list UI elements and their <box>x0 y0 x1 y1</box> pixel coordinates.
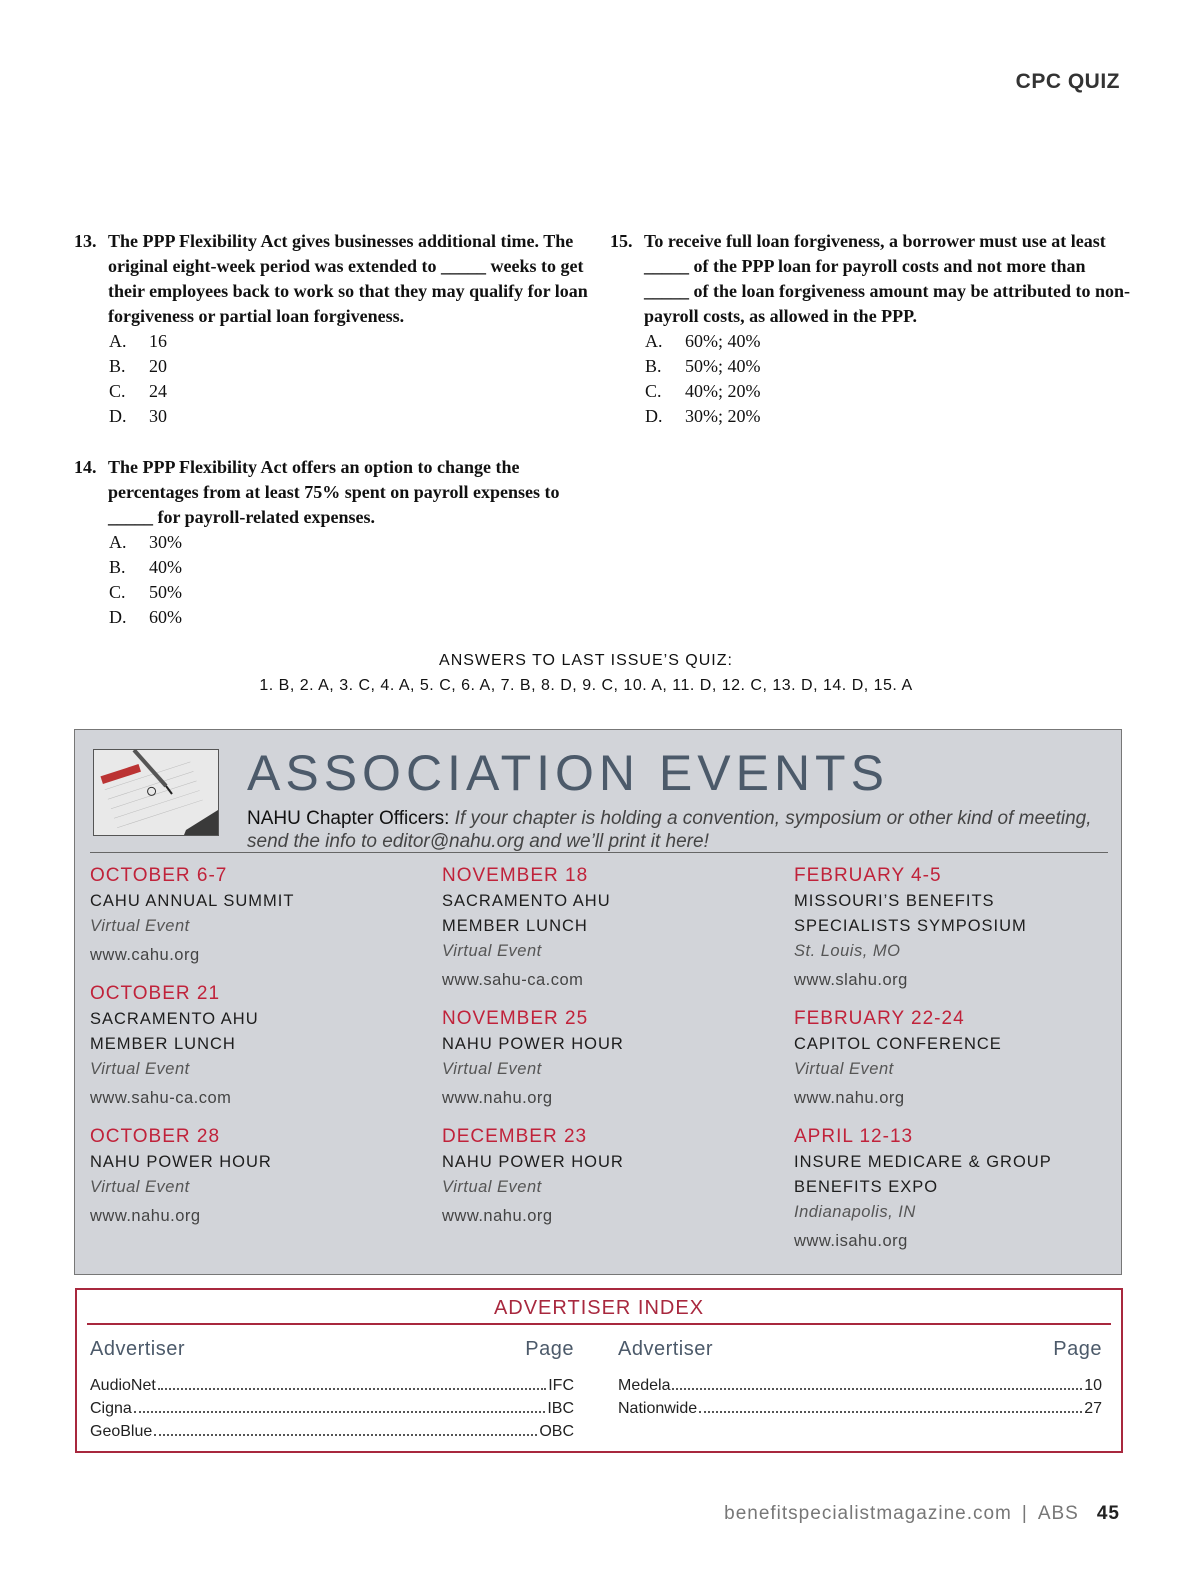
option-text: 50%; 40% <box>685 356 761 376</box>
page-number: 45 <box>1096 1503 1120 1524</box>
event-link[interactable]: www.nahu.org <box>442 1089 553 1107</box>
advertiser-page: OBC <box>539 1423 574 1440</box>
events-intro-body: If your chapter is holding a convention, symposium or other kind of meeting, send the info to editor@nahu.org and we’ll print it here! <box>247 808 1092 852</box>
event-date: NOVEMBER 18 <box>442 865 589 886</box>
event-name: NAHU POWER HOUR <box>90 1153 272 1171</box>
advertiser-name: Cigna <box>90 1400 132 1417</box>
advertiser-name: AudioNet <box>90 1377 156 1394</box>
page-header: Page <box>1053 1338 1102 1360</box>
calendar-icon <box>94 750 218 835</box>
quiz-left-column <box>74 229 594 656</box>
question-row <box>610 229 1130 329</box>
advertiser-page: IBC <box>547 1400 574 1417</box>
event-date: OCTOBER 28 <box>90 1126 221 1147</box>
advertiser-row <box>90 1420 574 1443</box>
option-text: 16 <box>149 331 167 351</box>
event-location: Virtual Event <box>794 1060 894 1078</box>
advertiser-row <box>618 1397 1102 1420</box>
events-column-3 <box>794 863 1114 1267</box>
event-location: Virtual Event <box>442 1060 542 1078</box>
answer-option <box>109 580 594 605</box>
event-name: SACRAMENTO AHU MEMBER LUNCH <box>442 892 611 935</box>
advertiser-name: GeoBlue <box>90 1423 153 1440</box>
option-text: 40% <box>149 557 182 577</box>
event-link[interactable]: www.cahu.org <box>90 946 200 964</box>
advertiser-index-divider <box>87 1323 1111 1325</box>
question-text: The PPP Flexibility Act offers an option to change the percentages from at least 75% spent on payroll expenses to _____ for payroll-related expenses. <box>108 457 560 527</box>
event-link[interactable]: www.isahu.org <box>794 1232 908 1250</box>
event-name: MISSOURI’S BENEFITS SPECIALISTS SYMPOSIUM <box>794 892 1027 935</box>
option-text: 30% <box>149 532 182 552</box>
option-letter: A. <box>109 331 127 351</box>
option-letter: C. <box>109 582 126 602</box>
page-footer <box>724 1503 1120 1525</box>
quiz-right-column <box>610 229 1130 455</box>
option-text: 30 <box>149 406 167 426</box>
answer-option <box>645 379 1130 404</box>
event-link[interactable]: www.nahu.org <box>90 1207 201 1225</box>
event-location: Virtual Event <box>442 942 542 960</box>
answer-option <box>109 555 594 580</box>
dot-leader <box>699 1411 1082 1413</box>
option-letter: D. <box>645 406 663 426</box>
option-text: 60%; 40% <box>685 331 761 351</box>
event-date: APRIL 12-13 <box>794 1126 914 1147</box>
question-number: 14. <box>74 457 97 477</box>
advertiser-name: Medela <box>618 1377 671 1394</box>
option-letter: D. <box>109 406 127 426</box>
question-number: 15. <box>610 231 633 251</box>
events-divider <box>90 852 1108 853</box>
option-text: 24 <box>149 381 167 401</box>
event-link[interactable]: www.nahu.org <box>794 1089 905 1107</box>
option-letter: A. <box>645 331 663 351</box>
event-location: St. Louis, MO <box>794 942 901 960</box>
event-item <box>90 1124 410 1229</box>
event-item <box>794 1124 1114 1254</box>
answer-option <box>109 605 594 630</box>
event-date: NOVEMBER 25 <box>442 1008 589 1029</box>
page-header: Page <box>525 1338 574 1360</box>
event-location: Virtual Event <box>90 917 190 935</box>
question-text: The PPP Flexibility Act gives businesses additional time. The original eight-week period was extended to _____ weeks to get their employees back to work so that they may qualify for loan forgiveness or partial loan forgiveness. <box>108 231 588 326</box>
dot-leader <box>158 1388 546 1390</box>
answer-option <box>109 404 594 429</box>
answer-options <box>645 329 1130 429</box>
quiz-question <box>74 455 594 630</box>
event-date: FEBRUARY 4-5 <box>794 865 942 886</box>
events-intro <box>247 807 1097 853</box>
event-location: Virtual Event <box>442 1178 542 1196</box>
option-text: 50% <box>149 582 182 602</box>
advertiser-page: IFC <box>548 1377 574 1394</box>
event-date: DECEMBER 23 <box>442 1126 588 1147</box>
advertiser-header-row <box>618 1338 1102 1361</box>
dot-leader <box>154 1434 537 1436</box>
advertiser-index <box>75 1288 1123 1453</box>
event-location: Indianapolis, IN <box>794 1203 916 1221</box>
advertiser-page: 27 <box>1084 1400 1102 1417</box>
event-link[interactable]: www.slahu.org <box>794 971 908 989</box>
option-text: 40%; 20% <box>685 381 761 401</box>
question-number: 13. <box>74 231 97 251</box>
event-date: OCTOBER 21 <box>90 983 221 1004</box>
event-name: NAHU POWER HOUR <box>442 1153 624 1171</box>
answers-title: ANSWERS TO LAST ISSUE’S QUIZ: <box>439 652 733 669</box>
events-column-2 <box>442 863 762 1242</box>
quiz-question <box>610 229 1130 429</box>
option-text: 60% <box>149 607 182 627</box>
event-item <box>794 863 1114 993</box>
page-header-title: CPC QUIZ <box>1015 70 1120 93</box>
option-letter: B. <box>645 356 662 376</box>
answer-option <box>645 354 1130 379</box>
footer-website: benefitspecialistmagazine.com <box>724 1503 1012 1524</box>
footer-publication: ABS <box>1037 1503 1079 1524</box>
answer-option <box>109 379 594 404</box>
event-name: SACRAMENTO AHU MEMBER LUNCH <box>90 1010 259 1053</box>
event-item <box>442 1006 762 1111</box>
advertiser-row <box>618 1374 1102 1397</box>
option-text: 30%; 20% <box>685 406 761 426</box>
event-item <box>90 863 410 968</box>
answer-option <box>645 404 1130 429</box>
event-name: NAHU POWER HOUR <box>442 1035 624 1053</box>
answer-option <box>109 329 594 354</box>
option-text: 20 <box>149 356 167 376</box>
option-letter: D. <box>109 607 127 627</box>
dot-leader <box>134 1411 546 1413</box>
answer-options <box>109 329 594 429</box>
option-letter: B. <box>109 557 126 577</box>
event-link[interactable]: www.nahu.org <box>442 1207 553 1225</box>
answer-option <box>109 354 594 379</box>
event-link[interactable]: www.sahu-ca.com <box>442 971 584 989</box>
answer-option <box>645 329 1130 354</box>
event-link[interactable]: www.sahu-ca.com <box>90 1089 232 1107</box>
question-row <box>74 455 594 530</box>
advertiser-header: Advertiser <box>90 1338 186 1360</box>
footer-separator: | <box>1021 1503 1028 1524</box>
event-item <box>442 863 762 993</box>
event-name: CAPITOL CONFERENCE <box>794 1035 1002 1053</box>
dot-leader <box>672 1388 1082 1390</box>
advertiser-header-row <box>90 1338 574 1361</box>
advertiser-index-title: ADVERTISER INDEX <box>493 1297 705 1319</box>
association-events-panel <box>74 729 1122 1275</box>
event-name: CAHU ANNUAL SUMMIT <box>90 892 295 910</box>
option-letter: C. <box>109 381 126 401</box>
event-item <box>794 1006 1114 1111</box>
option-letter: A. <box>109 532 127 552</box>
events-title: ASSOCIATION EVENTS <box>247 745 889 801</box>
question-row <box>74 229 594 329</box>
advertiser-page: 10 <box>1084 1377 1102 1394</box>
advertiser-name: Nationwide <box>618 1400 698 1417</box>
answer-options <box>109 530 594 630</box>
event-location: Virtual Event <box>90 1178 190 1196</box>
quiz-question <box>74 229 594 429</box>
event-date: FEBRUARY 22-24 <box>794 1008 965 1029</box>
answers-list: 1. B, 2. A, 3. C, 4. A, 5. C, 6. A, 7. B, 8. D, 9. C, 10. A, 11. D, 12. C, 13. D, 14. D, 15. A <box>259 677 913 694</box>
advertiser-column-right <box>618 1338 1102 1420</box>
advertiser-header: Advertiser <box>618 1338 714 1360</box>
question-text: To receive full loan forgiveness, a borrower must use at least _____ of the PPP loan for payroll costs and not more than _____ of the loan forgiveness amount may be attributed to non-payroll costs, as allowed in the PPP. <box>644 231 1130 326</box>
events-intro-lead: NAHU Chapter Officers: <box>247 808 450 829</box>
answers-section <box>0 649 1172 699</box>
option-letter: C. <box>645 381 662 401</box>
advertiser-row <box>90 1374 574 1397</box>
event-name: INSURE MEDICARE & GROUP BENEFITS EXPO <box>794 1153 1052 1196</box>
calendar-image <box>93 749 219 836</box>
event-date: OCTOBER 6-7 <box>90 865 228 886</box>
advertiser-row <box>90 1397 574 1420</box>
option-letter: B. <box>109 356 126 376</box>
event-location: Virtual Event <box>90 1060 190 1078</box>
event-item <box>442 1124 762 1229</box>
advertiser-column-left <box>90 1338 574 1443</box>
answer-option <box>109 530 594 555</box>
event-item <box>90 981 410 1111</box>
events-column-1 <box>90 863 410 1242</box>
